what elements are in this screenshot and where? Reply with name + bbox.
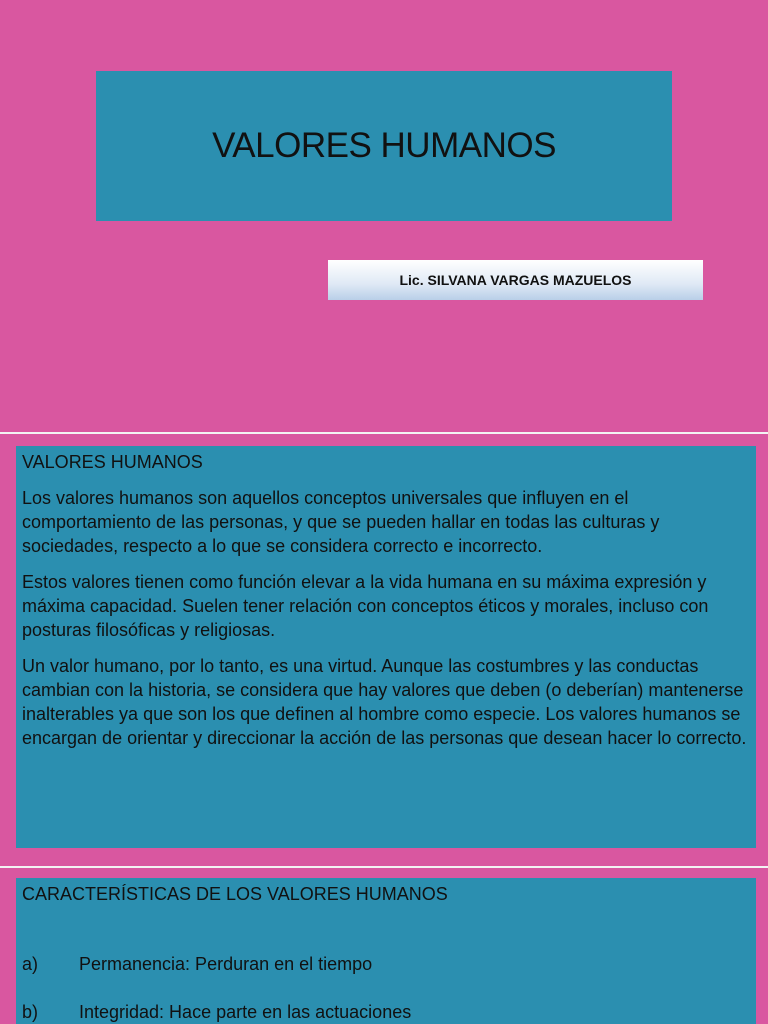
paragraph: Los valores humanos son aquellos conceptos universales que influyen en el comportamiento de las personas, y que se pueden hallar en todas las culturas y sociedades, respecto a lo que se considera correcto e incorrecto. (22, 488, 660, 556)
title-box (96, 71, 672, 221)
list-item (22, 1000, 750, 1024)
content-box (16, 878, 756, 1024)
list-item (22, 952, 750, 976)
content-slide-values (0, 434, 768, 866)
list-item-text: Integridad: Hace parte en las actuaciones (79, 1002, 412, 1022)
paragraph: Un valor humano, por lo tanto, es una virtud. Aunque las costumbres y las conductas cambian con la historia, se considera que hay valores que deben (o deberían) mantenerse inalterables ya que son los que definen al hombre como especie. Los valores humanos se encargan de orientar y direccionar la acción de las personas que desean hacer lo correcto. (22, 656, 747, 748)
author-box (328, 260, 703, 300)
content-box (16, 446, 756, 848)
list-item-text: Permanencia: Perduran en el tiempo (79, 954, 373, 974)
content-slide-characteristics (0, 868, 768, 1024)
paragraph: Estos valores tienen como función elevar a la vida humana en su máxima expresión y máxima capacidad. Suelen tener relación con conceptos éticos y morales, incluso con posturas filosóficas y religiosas. (22, 572, 709, 640)
title-slide (0, 0, 768, 432)
section-heading: VALORES HUMANOS (22, 452, 203, 472)
section-heading: CARACTERÍSTICAS DE LOS VALORES HUMANOS (22, 884, 448, 904)
slide-title: VALORES HUMANOS (212, 126, 556, 165)
author-name: Lic. SILVANA VARGAS MAZUELOS (399, 272, 632, 288)
list-marker: b) (22, 1002, 39, 1022)
list-marker: a) (22, 954, 39, 974)
